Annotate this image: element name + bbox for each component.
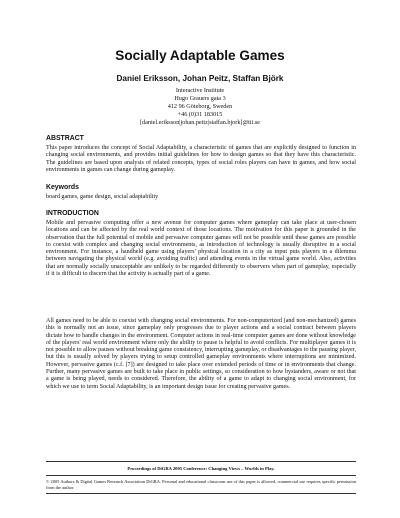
keywords-text: board games, game design, social adaptability [46, 194, 159, 200]
introduction-paragraph-1 [46, 220, 356, 278]
affiliation-phone: +46 (0)31 183015 [177, 111, 223, 118]
keywords-heading: Keywords [46, 184, 79, 191]
footer-rule-middle [46, 475, 356, 476]
affiliation-street: Hugo Grauers gata 3 [174, 95, 226, 102]
intro-paragraph-2-text: All games need to be able to coexist with changing social environments. For non-computerized (and non-mechanized) games this is normally not an issue, since gameplay only progresses due to player actions and a social contract between players dictate how to handle changes in the environment. Computer actions in real-time computer games are done without knowledge of the players' real world environment where only the ability to pause is helpful to avoid conflicts. For multiplayer games it is not possible to allow pauses without breaking game consistency, interrupting gameplay, or disadvantages to the pausing player, but this is usually solved by players trying to setup controlled gameplay environments where interruptions are minimized. However, pervasive games (c.f. [7]) are designed to take place over extended periods of time or in environments that change. Further, many pervasive games are built to take place in public settings, so consideration to how bystanders, aware or not that a game is being played, needs to considered. Therefore, the ability of a game to adapt to changing social environment, for which we use to term Social Adaptability, is an important design issue for creating pervasive games. [46, 318, 356, 390]
footer-rule-top [46, 461, 356, 462]
paper-title: Socially Adaptable Games [115, 48, 285, 63]
footer-copyright: © 2005 Authors & Digital Games Research Association DiGRA. Personal and educational classroom use of this paper is allowed, commercial use requires specific permission from the author. [46, 479, 356, 490]
footer-rule-bottom [46, 493, 356, 494]
affiliation-institute: Interactive Institute [175, 87, 225, 94]
introduction-heading: INTRODUCTION [46, 210, 99, 217]
paper-authors: Daniel Eriksson, Johan Peitz, Staffan Björk [116, 74, 284, 83]
abstract-paragraph: This paper introduces the concept of Social Adaptability, a characteristic of games that are explicitly designed to function in changing social environments, and provides initial guidelines for how to design games so that they have this characteristic. The guidelines are based upon analysis of related concepts, types of social roles players can have in games, and how social environments in games can change during gameplay. [46, 145, 356, 173]
footer-proceedings: Proceedings of DiGRA 2005 Conference: Changing Views – Worlds in Play. [127, 466, 275, 471]
affiliation-city: 412 96 Göteborg, Sweden [167, 103, 233, 110]
abstract-text [46, 145, 356, 174]
affiliation-email: [daniel.eriksson|johan.peitz|staffan.bjork]@tii.se [139, 119, 261, 126]
intro-paragraph-1-text: Mobile and pervasive computing offer a new avenue for computer games where gameplay can take place at user-chosen locations and can be affected by the real world context of those locations. The motivation for this paper is grounded in the observation that the full potential of mobile and pervasive computer games will not be possible until these games are possible to coexist with complex and changing social environments, as introduction of technology is usually disruptive in a social environment. For instance, a handheld game using players' physical location in a city as input puts players in a dilemma between navigating the physical world (e.g. avoiding traffic) and attending events in the virtual game world. Also, activities that are normally socially unacceptable are unlikely to be regarded differently to observers when part of gameplay, especially if it is difficult to discern that the activity is actually part of a game. [46, 220, 356, 278]
introduction-paragraph-2 [46, 318, 356, 391]
abstract-heading: ABSTRACT [46, 135, 84, 142]
